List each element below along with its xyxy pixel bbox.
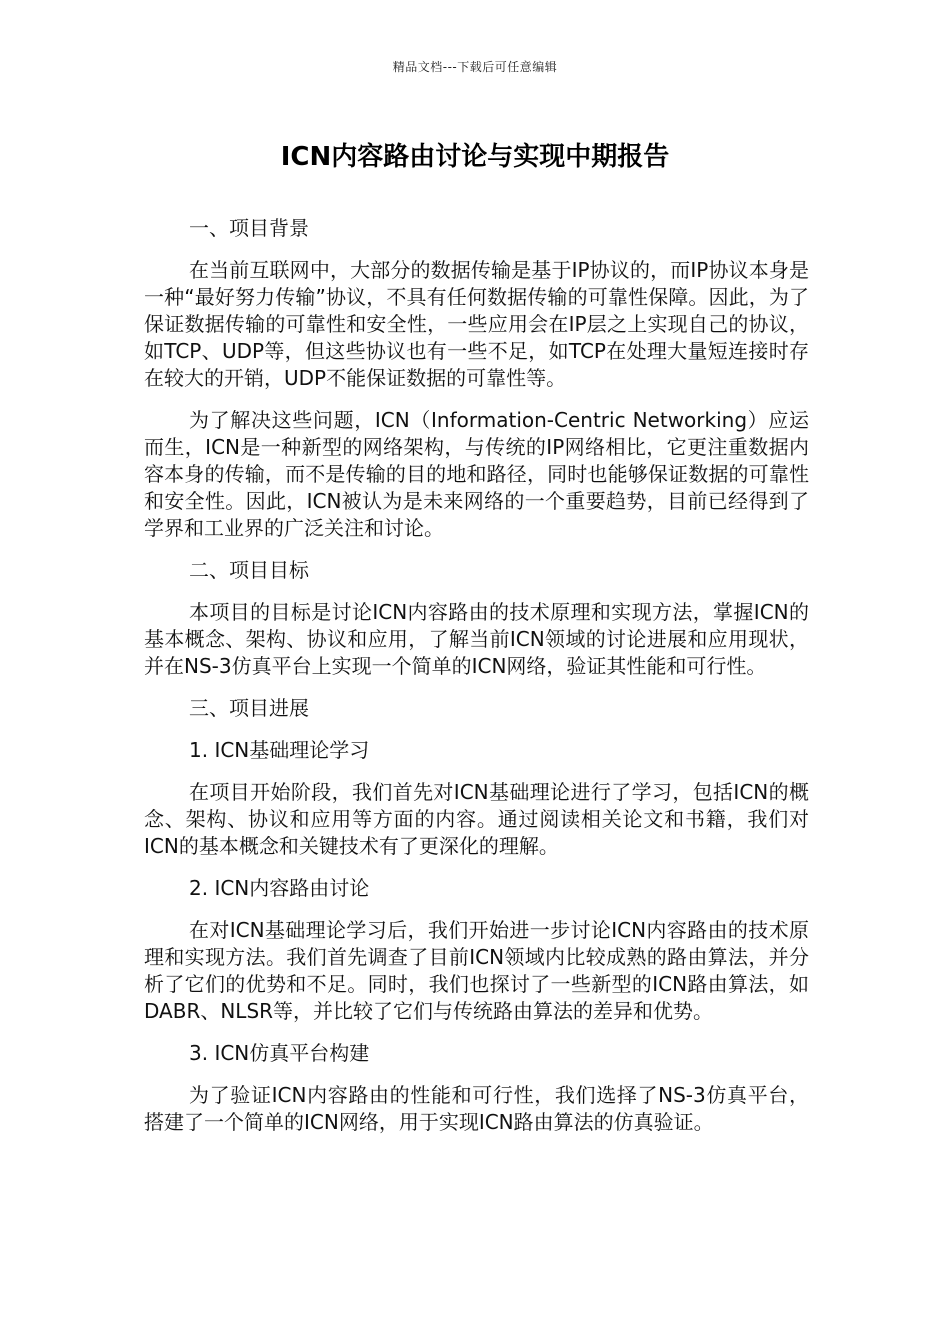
subsection-heading-routing: 2. ICN内容路由讨论	[189, 876, 370, 900]
paragraph-goals: 本项目的目标是讨论ICN内容路由的技术原理和实现方法，掌握ICN的基本概念、架构、协议和应用，了解当前ICN领域的讨论进展和应用现状，并在NS-3仿真平台上实现一个简单的ICN网络，验证其性能和可行性。	[144, 600, 809, 678]
document-body	[144, 215, 809, 1151]
section-heading-goals: 二、项目目标	[189, 558, 309, 582]
paragraph-theory: 在项目开始阶段，我们首先对ICN基础理论进行了学习，包括ICN的概念、架构、协议和应用等方面的内容。通过阅读相关论文和书籍，我们对ICN的基本概念和关键技术有了更深化的理解。	[144, 780, 809, 858]
paragraph-background-2: 为了解决这些问题，ICN（Information-Centric Networking）应运而生，ICN是一种新型的网络架构，与传统的IP网络相比，它更注重数据内容本身的传输，而不是传输的目的地和路径，同时也能够保证数据的可靠性和安全性。因此，ICN被认为是未来网络的一个重要趋势，目前已经得到了学界和工业界的广泛关注和讨论。	[144, 408, 809, 540]
section-heading-progress: 三、项目进展	[189, 696, 309, 720]
section-heading-background: 一、项目背景	[189, 216, 309, 240]
header-note: 精品文档---下载后可任意编辑	[392, 60, 558, 74]
paragraph-background-1: 在当前互联网中，大部分的数据传输是基于IP协议的，而IP协议本身是一种“最好努力传输”协议，不具有任何数据传输的可靠性保障。因此，为了保证数据传输的可靠性和安全性，一些应用会在IP层之上实现自己的协议，如TCP、UDP等，但这些协议也有一些不足，如TCP在处理大量短连接时存在较大的开销，UDP不能保证数据的可靠性等。	[144, 258, 809, 390]
document-title: ICN内容路由讨论与实现中期报告	[280, 142, 670, 172]
subsection-heading-simulation: 3. ICN仿真平台构建	[189, 1041, 370, 1065]
subsection-heading-theory: 1. ICN基础理论学习	[189, 738, 370, 762]
paragraph-simulation: 为了验证ICN内容路由的性能和可行性，我们选择了NS-3仿真平台，搭建了一个简单的ICN网络，用于实现ICN路由算法的仿真验证。	[144, 1083, 809, 1134]
paragraph-routing: 在对ICN基础理论学习后，我们开始进一步讨论ICN内容路由的技术原理和实现方法。我们首先调查了目前ICN领域内比较成熟的路由算法，并分析了它们的优势和不足。同时，我们也探讨了一些新型的ICN路由算法，如DABR、NLSR等，并比较了它们与传统路由算法的差异和优势。	[144, 918, 809, 1023]
